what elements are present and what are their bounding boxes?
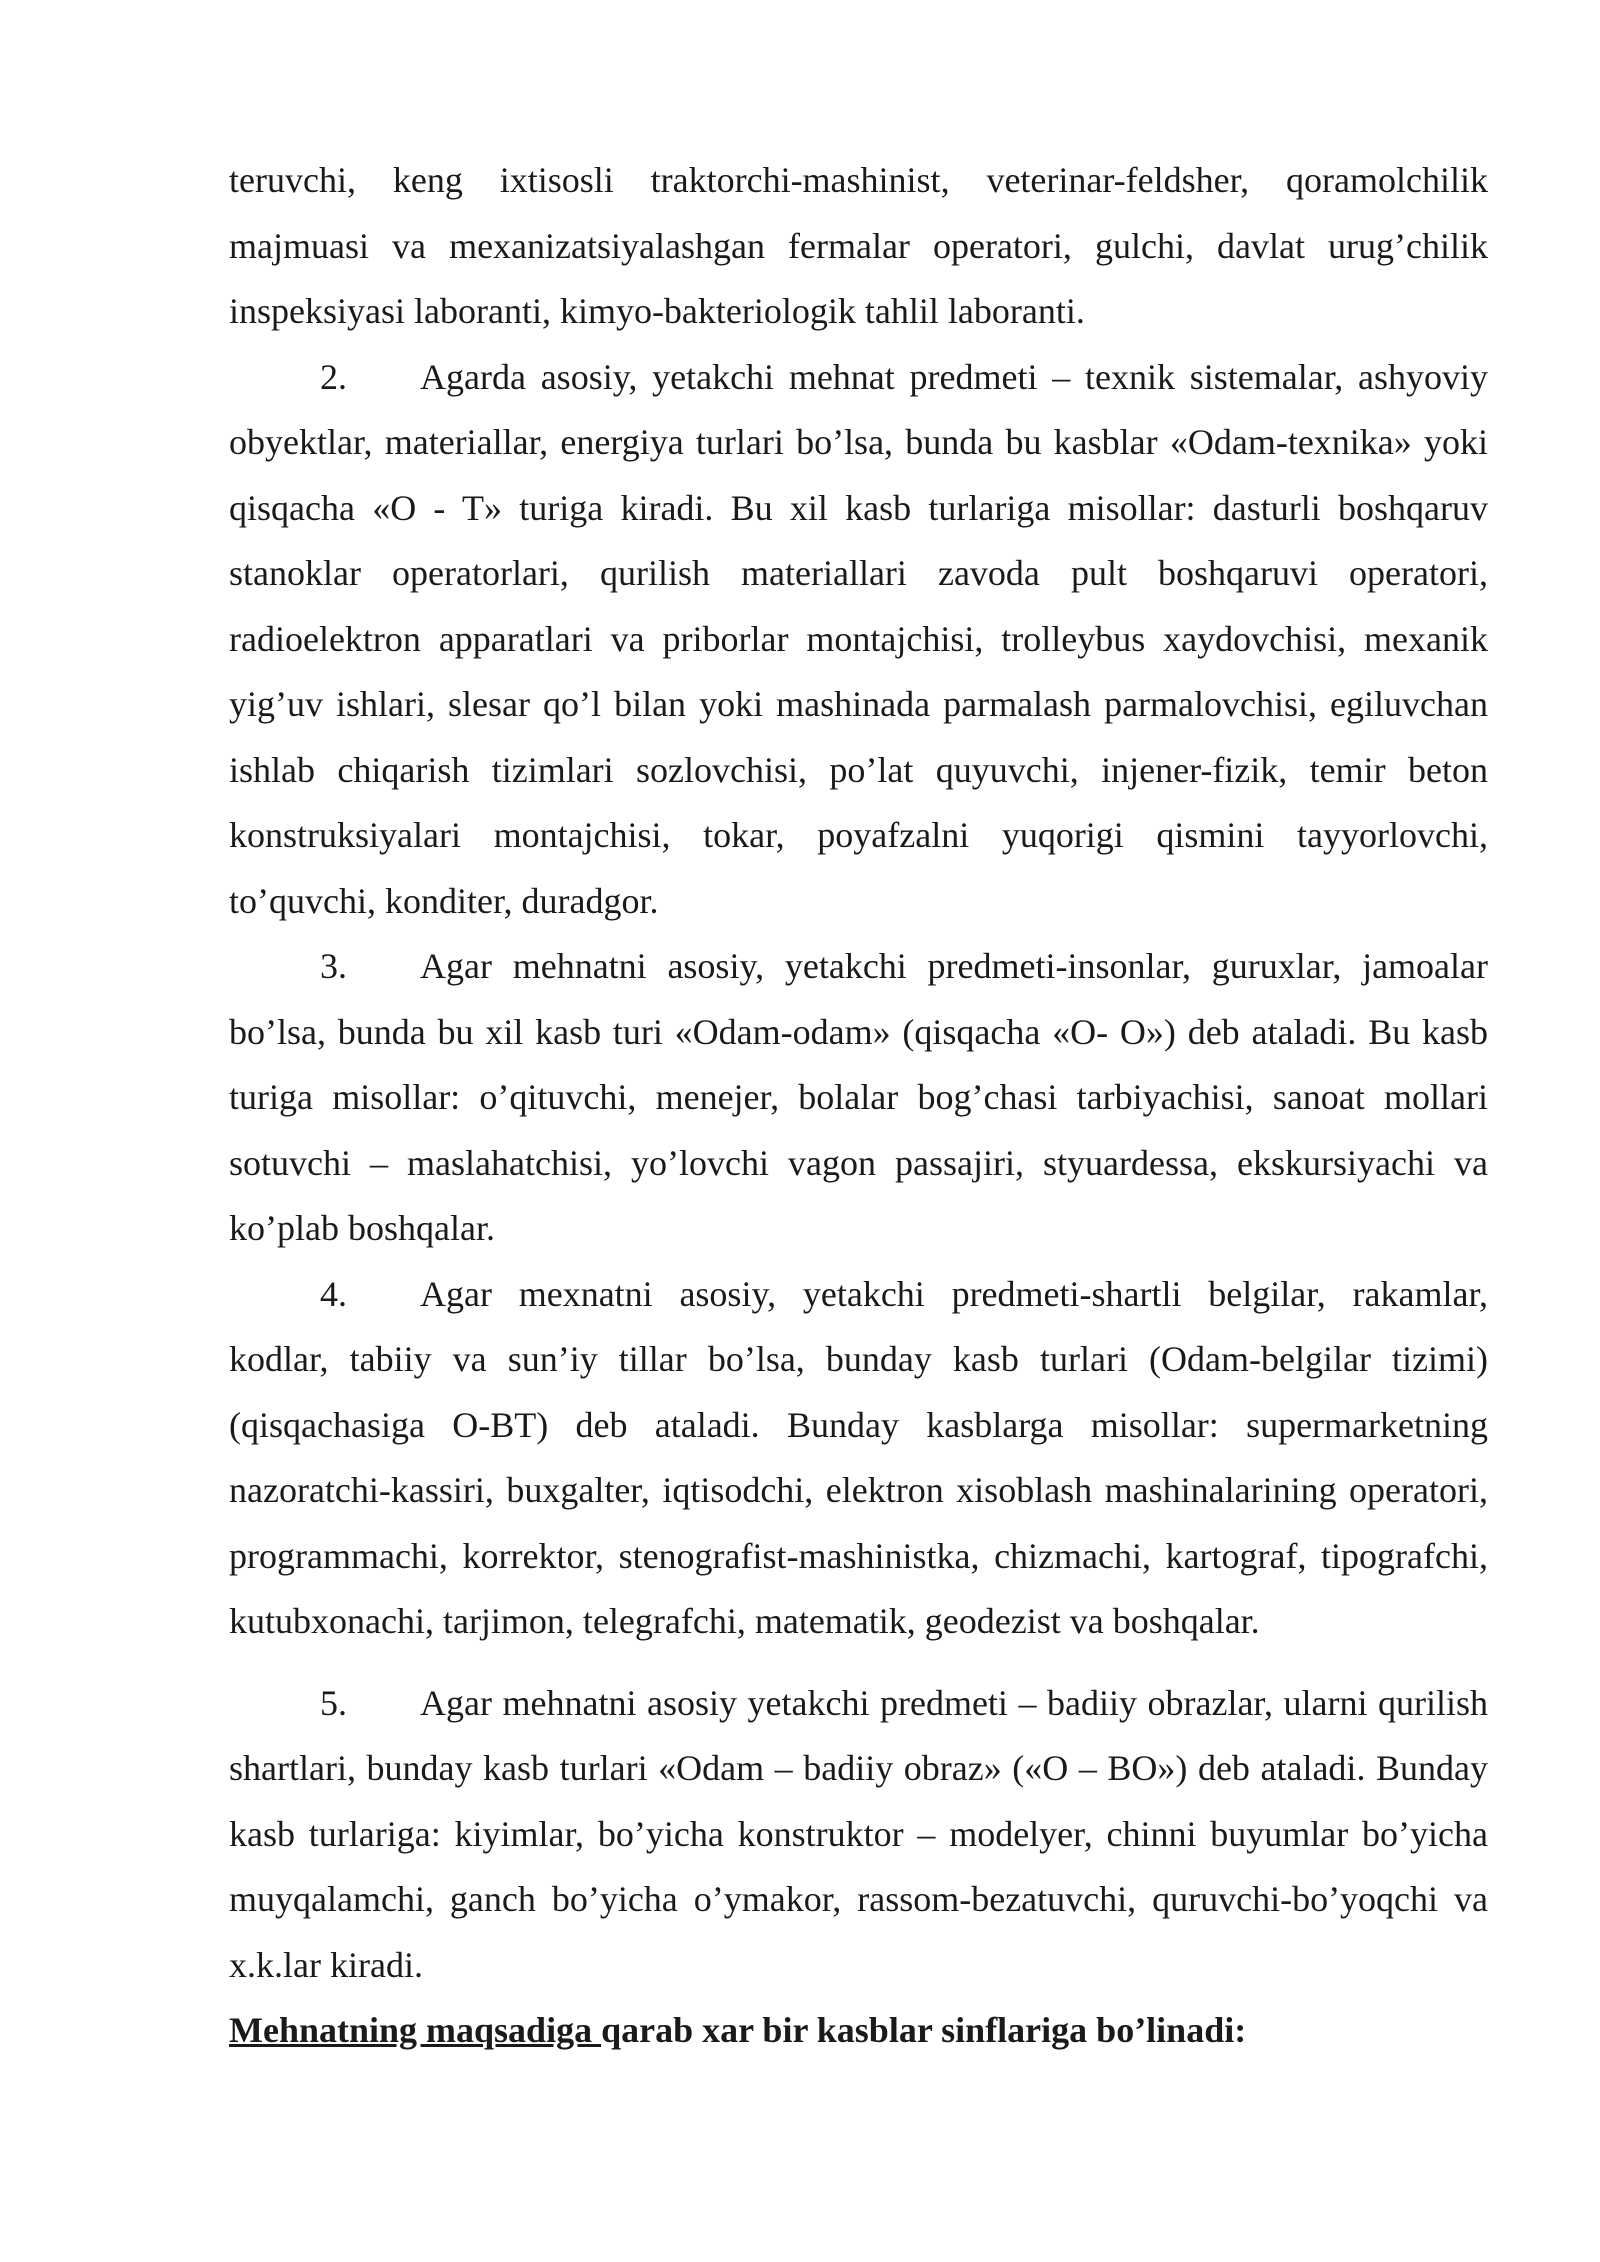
list-number: 4.: [320, 1273, 347, 1314]
list-item-3: [229, 934, 1488, 1262]
list-number: 3.: [320, 946, 347, 986]
list-item-5: [229, 1671, 1488, 1999]
list-item-text: Agar mehnatni asosiy yetakchi predmeti – badiiy obrazlar, ularni qurilish shartlari, bunday kasb turlari «Odam – badiiy obraz» («O – BO») deb ataladi. Bunday kasb turlariga: kiyimlar, bo’yicha konstruktor – modelyer, chinni buyumlar bo’yicha muyqalamchi, ganch bo’yicha o’ymakor, rassom-bezatuvchi, quruvchi-bo’yoqchi va x.k.lar kiradi.: [229, 1682, 1488, 1985]
list-item-text: Agarda asosiy, yetakchi mehnat predmeti – texnik sistemalar, ashyoviy obyektlar, materiallar, energiya turlari bo’lsa, bunda bu kasblar «Odam-texnika» yoki qisqacha «O - T» turiga kiradi. Bu xil kasb turlariga misollar: dasturli boshqaruv stanoklar operatorlari, qurilish materiallari zavoda pult boshqaruvi operatori, radioelektron apparatlari va priborlar montajchisi, trolleybus xaydovchisi, mexanik yig’uv ishlari, slesar qo’l bilan yoki mashinada parmalash parmalovchisi, egiluvchan ishlab chiqarish tizimlari sozlovchisi, po’lat quyuvchi, injener-fizik, temir beton konstruksiyalari montajchisi, tokar, poyafzalni yuqorigi qismini tayyorlovchi, to’quvchi, konditer, duradgor.: [229, 356, 1488, 921]
list-number: 5.: [320, 1682, 347, 1723]
heading-underlined-part: Mehnatning maqsadiga: [229, 2010, 602, 2050]
paragraph-continuation: teruvchi, keng ixtisosli traktorchi-mashinist, veterinar-feldsher, qoramolchilik majmuasi va mexanizatsiyalashgan fermalar operatori, gulchi, davlat urug’chilik inspeksiyasi laboranti, kimyo-bakteriologik tahlil laboranti.: [229, 160, 1488, 331]
list-item-2: [229, 345, 1488, 935]
section-heading: [229, 1998, 1488, 2064]
list-item-text: Agar mexnatni asosiy, yetakchi predmeti-shartli belgilar, rakamlar, kodlar, tabiiy va sun’iy tillar bo’lsa, bunday kasb turlari (Odam-belgilar tizimi) (qisqachasiga O-BT) deb ataladi. Bunday kasblarga misollar: supermarketning nazoratchi-kassiri, buxgalter, iqtisodchi, elektron xisoblash mashinalarining operatori, programmachi, korrektor, stenografist-mashinistka, chizmachi, kartograf, tipografchi, kutubxonachi, tarjimon, telegrafchi, matematik, geodezist va boshqalar.: [229, 1273, 1488, 1641]
list-item-4: [229, 1262, 1488, 1655]
document-page: [229, 148, 1488, 2064]
list-number: 2.: [320, 356, 347, 397]
heading-rest: qarab xar bir kasblar sinflariga bo’linadi:: [601, 2010, 1247, 2050]
list-item-text: Agar mehnatni asosiy, yetakchi predmeti-insonlar, guruxlar, jamoalar bo’lsa, bunda bu xil kasb turi «Odam-odam» (qisqacha «O- O») deb ataladi. Bu kasb turiga misollar: o’qituvchi, menejer, bolalar bog’chasi tarbiyachisi, sanoat mollari sotuvchi – maslahatchisi, yo’lovchi vagon passajiri, styuardessa, ekskursiyachi va ko’plab boshqalar.: [229, 946, 1488, 1248]
